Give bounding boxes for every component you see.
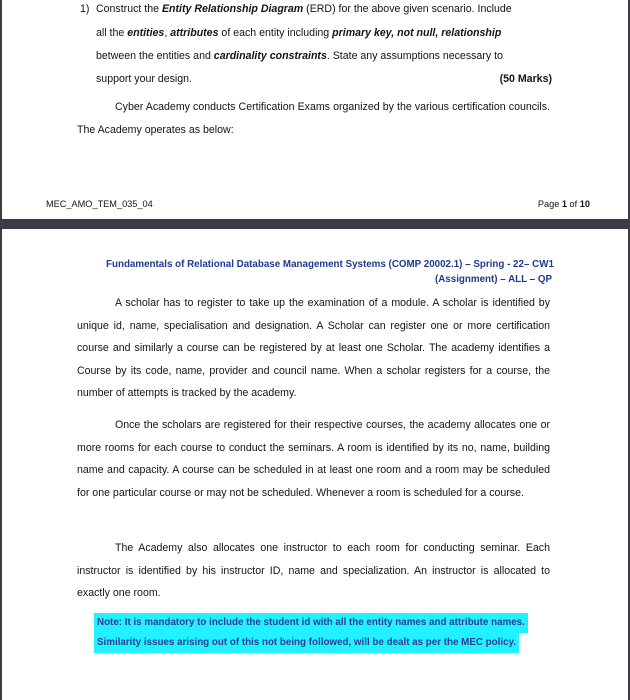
question-line-4: support your design. (50 Marks): [96, 73, 552, 85]
document-page-1: [2, 0, 628, 219]
paragraph-scholar: A scholar has to register to take up the examination of a module. A scholar is identified by unique id, name, specialisation and designation. A Scholar can register one or more certification course and similarly a course can be registered by at least one Scholar. The academy identifies a Course by its code, name, provider and council name. When a scholar registers for a course, the number of attempts is tracked by the academy.: [77, 297, 550, 399]
erd-term: Entity Relationship Diagram: [161, 3, 304, 15]
paragraph-instructor: The Academy also allocates one instructor to each room for conducting seminar. Each instructor is identified by his instructor ID, name and specialization. An instructor is allocated to exactly one room.: [77, 542, 550, 599]
document-page-2: [2, 229, 628, 700]
question-line-3: between the entities and cardinality constraints. State any assumptions necessary to: [96, 50, 503, 62]
question-number: 1): [80, 3, 90, 15]
intro-paragraph: Cyber Academy conducts Certification Exams organized by the various certification councils. The Academy operates as below:: [77, 101, 550, 136]
course-header: [106, 257, 552, 287]
note-line-2: Similarity issues arising out of this not being followed, will be dealt as per the MEC policy.: [94, 633, 519, 653]
question-line-2: all the entities, attributes of each entity including primary key, not null, relationship: [96, 27, 502, 39]
course-header-line-2: (Assignment) – ALL – QP: [434, 274, 552, 285]
page-number: Page 1 of 10: [537, 199, 590, 209]
question-line-1: 1) Construct the Entity Relationship Diagram (ERD) for the above given scenario. Include: [80, 3, 512, 15]
document-code: MEC_AMO_TEM_035_04: [46, 199, 153, 209]
note-line-1: Note: It is mandatory to include the student id with all the entity names and attribute names.: [94, 613, 528, 633]
paragraph-rooms: Once the scholars are registered for their respective courses, the academy allocates one or more rooms for each course to conduct the seminars. A room is identified by its no, name, building name and capacity. A course can be scheduled in at least one room and a room may be scheduled for one particular course or may not be scheduled. Whenever a room is scheduled for a course.: [77, 419, 550, 499]
marks-label: (50 Marks): [499, 73, 552, 85]
course-header-line-1: Fundamentals of Relational Database Management Systems (COMP 20002.1) – Spring - 22– CW1: [106, 259, 554, 270]
highlighted-note: [94, 613, 528, 653]
